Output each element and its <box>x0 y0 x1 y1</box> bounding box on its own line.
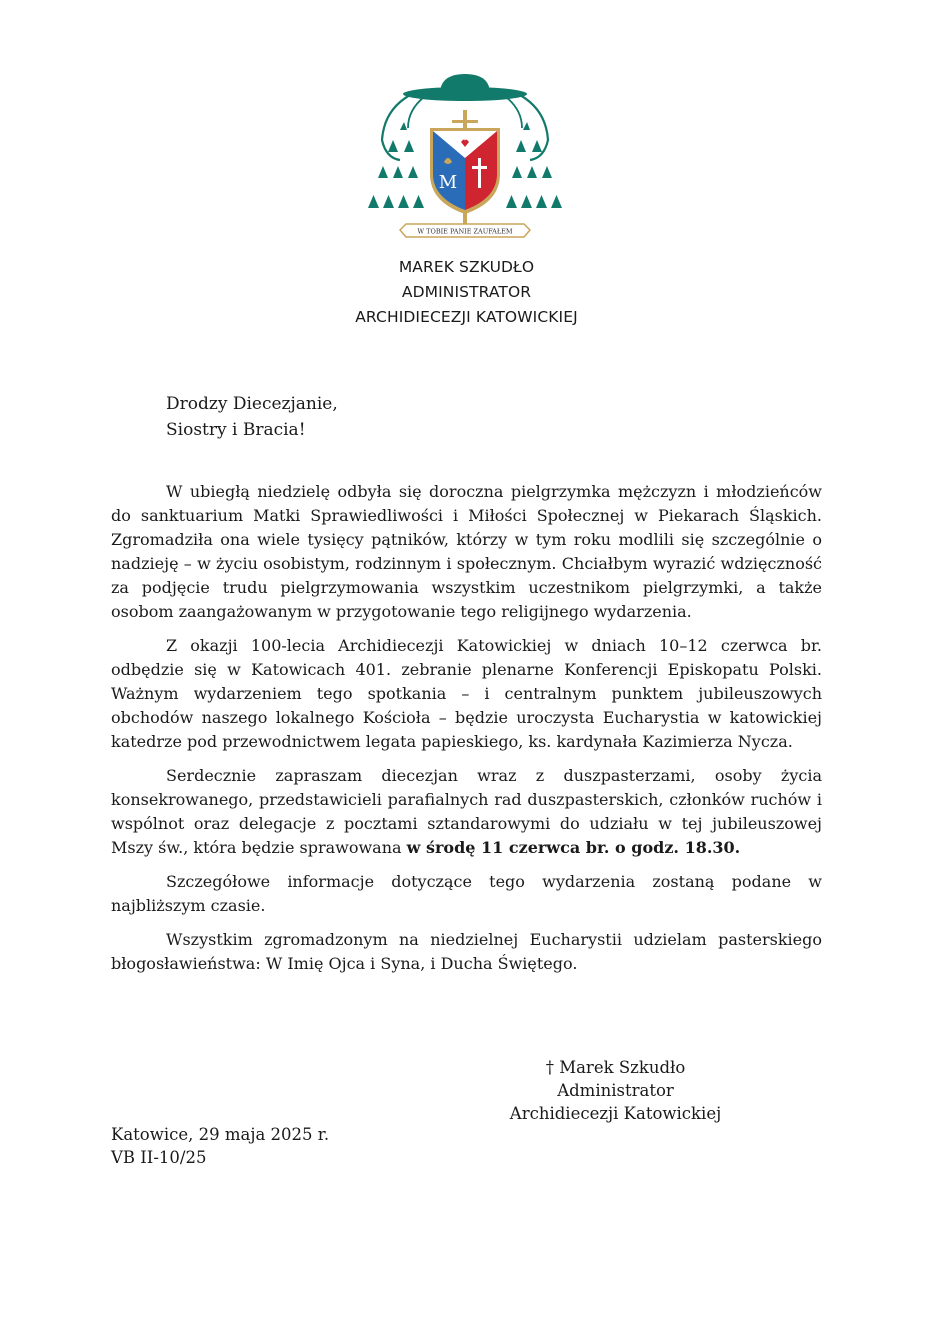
letter-body <box>111 480 822 986</box>
coat-of-arms-icon <box>364 70 566 248</box>
letterhead-name: MAREK SZKUDŁO <box>398 258 535 276</box>
place-date: Katowice, 29 maja 2025 r. <box>111 1125 330 1144</box>
footer <box>111 1123 329 1169</box>
paragraph-4: Szczegółowe informacje dotyczące tego wydarzenia zostaną podane w najbliższym czasie. <box>111 872 822 915</box>
signature-name: † Marek Szkudło <box>545 1058 686 1077</box>
paragraph-5: Wszystkim zgromadzonym na niedzielnej Eucharystii udzielam pasterskiego błogosławieństwa: W Imię Ojca i Syna, i Ducha Świętego. <box>111 930 822 973</box>
greeting <box>166 391 338 443</box>
greeting-line-2: Siostry i Bracia! <box>166 420 306 440</box>
signature-block <box>478 1056 753 1125</box>
svg-text:W TOBIE PANIE ZAUFAŁEM: W TOBIE PANIE ZAUFAŁEM <box>417 227 513 236</box>
reference-number: VB II-10/25 <box>111 1148 207 1167</box>
paragraph-3-text: Serdecznie zapraszam diecezjan wraz z duszpasterzami, osoby życia konsekrowanego, przedstawicieli parafialnych rad duszpasterskich, członków ruchów i wspólnot oraz delegacje z pocztami sztandarowymi do udziału w tej jubileuszowej Mszy św., która będzie sprawowana <box>111 766 822 857</box>
letterhead-title: ADMINISTRATOR <box>401 283 532 301</box>
letterhead <box>0 255 933 330</box>
greeting-line-1: Drodzy Diecezjanie, <box>166 394 338 414</box>
paragraph-2: Z okazji 100-lecia Archidiecezji Katowickiej w dniach 10–12 czerwca br. odbędzie się w Katowicach 401. zebranie plenarne Konferencji Episkopatu Polski. Ważnym wydarzeniem tego spotkania – i centralnym punktem jubileuszowych obchodów naszego lokalnego Kościoła – będzie uroczysta Eucharystia w katowickiej katedrze pod przewodnictwem legata papieskiego, ks. kardynała Kazimierza Nycza. <box>111 636 822 751</box>
signature-title: Administrator <box>557 1081 674 1100</box>
paragraph-3 <box>111 764 822 860</box>
letterhead-org: ARCHIDIECEZJI KATOWICKIEJ <box>355 308 578 326</box>
svg-text:M: M <box>438 172 458 193</box>
signature-org: Archidiecezji Katowickiej <box>509 1104 722 1123</box>
paragraph-1: W ubiegłą niedzielę odbyła się doroczna pielgrzymka mężczyzn i młodzieńców do sanktuarium Matki Sprawiedliwości i Miłości Społecznej w Piekarach Śląskich. Zgromadziła ona wiele tysięcy pątników, którzy w tym roku modlili się szczególnie o nadzieję – w życiu osobistym, rodzinnym i społecznym. Chciałbym wyrazić wdzięczność za podjęcie trudu pielgrzymowania wszystkim uczestnikom pielgrzymki, a także osobom zaangażowanym w przygotowanie tego religijnego wydarzenia. <box>111 482 822 621</box>
paragraph-3-bold: w środę 11 czerwca br. o godz. 18.30. <box>406 838 741 857</box>
